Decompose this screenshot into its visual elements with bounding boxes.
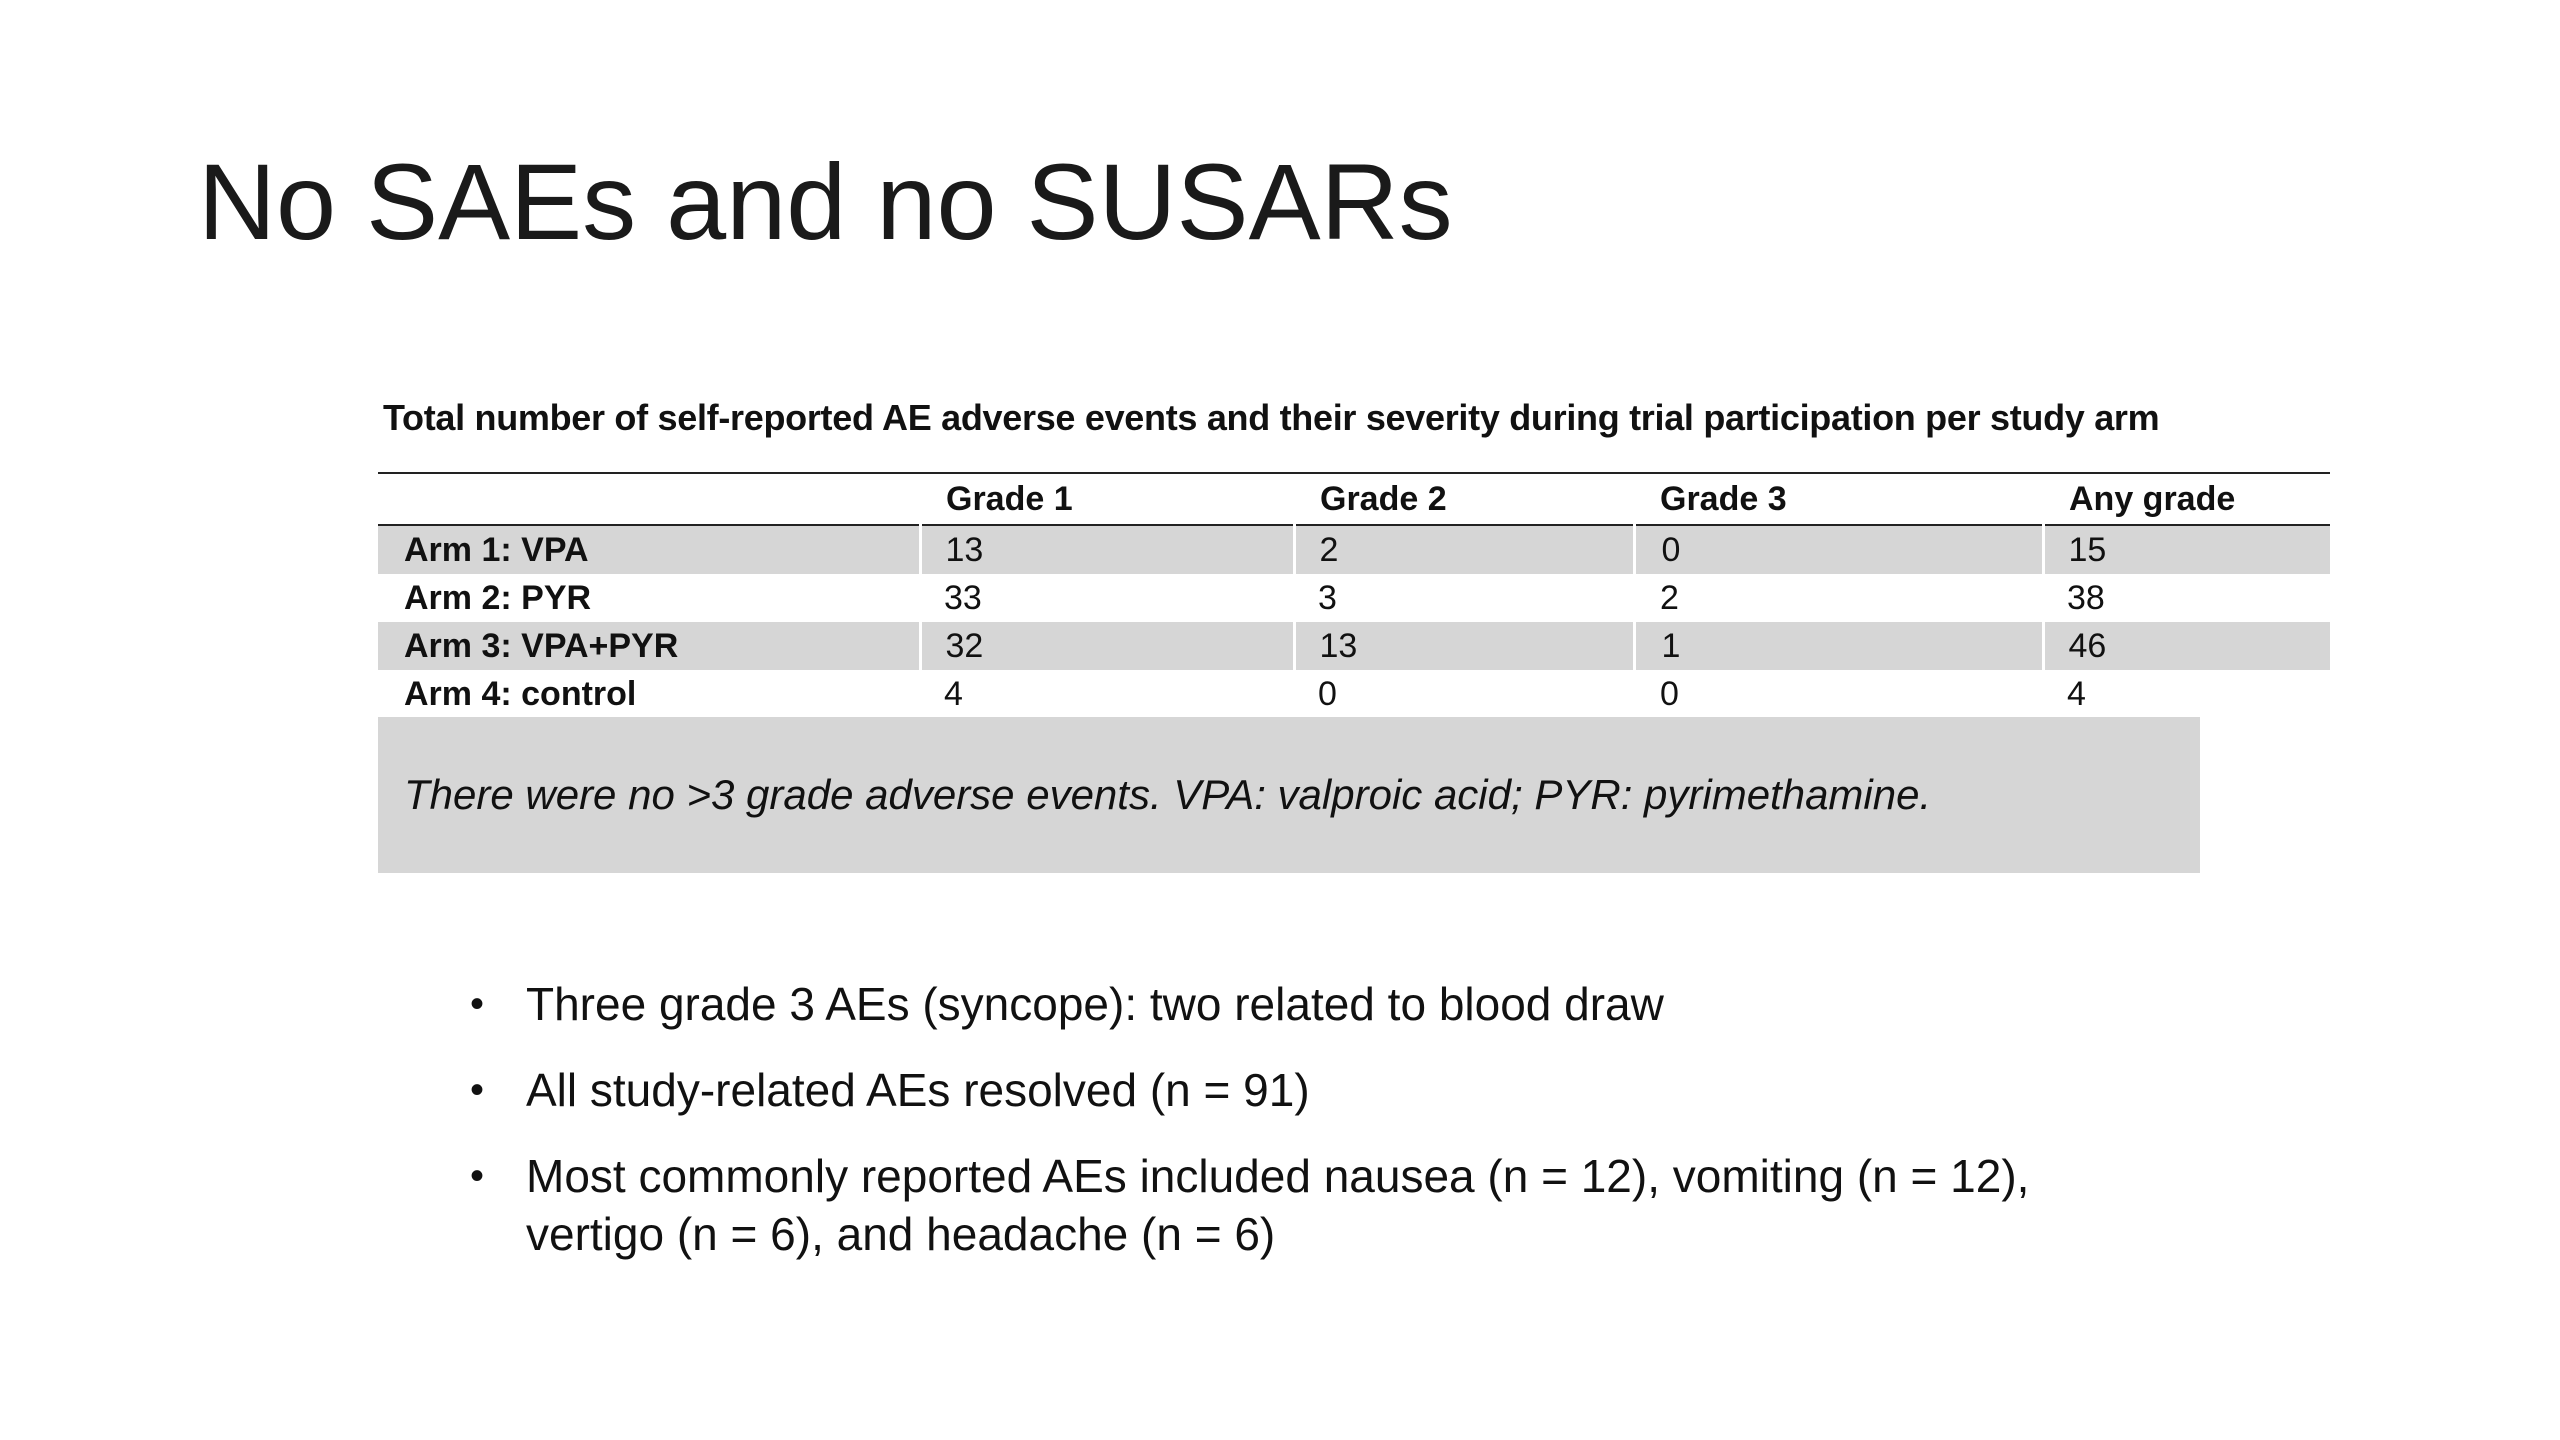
table-footnote: There were no >3 grade adverse events. VPA: valproic acid; PYR: pyrimethamine. (404, 771, 1932, 818)
cell-grade-1: 13 (920, 525, 1294, 574)
table-caption: Total number of self-reported AE adverse events and their severity during trial participation per study arm (383, 397, 2160, 438)
header-arm (378, 473, 920, 525)
cell-grade-2: 13 (1294, 622, 1634, 670)
adverse-events-table (378, 472, 2330, 718)
bullet-text: All study-related AEs resolved (n = 91) (526, 1064, 1310, 1116)
cell-grade-2: 2 (1294, 525, 1634, 574)
cell-grade-3: 2 (1634, 574, 2043, 622)
bullet-text: Three grade 3 AEs (syncope): two related to blood draw (526, 978, 1664, 1030)
header-grade-2: Grade 2 (1294, 473, 1634, 525)
cell-grade-3: 0 (1634, 525, 2043, 574)
bullet-list (470, 975, 2170, 1291)
table-row (378, 525, 2330, 574)
table-row (378, 574, 2330, 622)
cell-any-grade: 38 (2043, 574, 2330, 622)
header-any-grade: Any grade (2043, 473, 2330, 525)
cell-grade-1: 32 (920, 622, 1294, 670)
table-row (378, 670, 2330, 718)
cell-grade-1: 4 (920, 670, 1294, 718)
table-header-row (378, 473, 2330, 525)
bullet-marker: • (470, 982, 485, 1026)
cell-any-grade: 46 (2043, 622, 2330, 670)
row-arm-label: Arm 1: VPA (378, 525, 920, 574)
cell-grade-2: 0 (1294, 670, 1634, 718)
bullet-item (470, 975, 2170, 1033)
table-footnote-box (378, 717, 2200, 873)
row-arm-label: Arm 4: control (378, 670, 920, 718)
bullet-item (470, 1147, 2170, 1263)
cell-grade-3: 1 (1634, 622, 2043, 670)
row-arm-label: Arm 3: VPA+PYR (378, 622, 920, 670)
cell-any-grade: 4 (2043, 670, 2330, 718)
bullet-text: Most commonly reported AEs included nausea (n = 12), vomiting (n = 12), vertigo (n = 6), and headache (n = 6) (526, 1150, 2030, 1260)
bullet-marker: • (470, 1154, 485, 1198)
row-arm-label: Arm 2: PYR (378, 574, 920, 622)
cell-any-grade: 15 (2043, 525, 2330, 574)
header-grade-1: Grade 1 (920, 473, 1294, 525)
slide-title: No SAEs and no SUSARs (198, 141, 1453, 262)
cell-grade-2: 3 (1294, 574, 1634, 622)
header-grade-3: Grade 3 (1634, 473, 2043, 525)
bullet-item (470, 1061, 2170, 1119)
table-row (378, 622, 2330, 670)
cell-grade-1: 33 (920, 574, 1294, 622)
bullet-marker: • (470, 1068, 485, 1112)
cell-grade-3: 0 (1634, 670, 2043, 718)
